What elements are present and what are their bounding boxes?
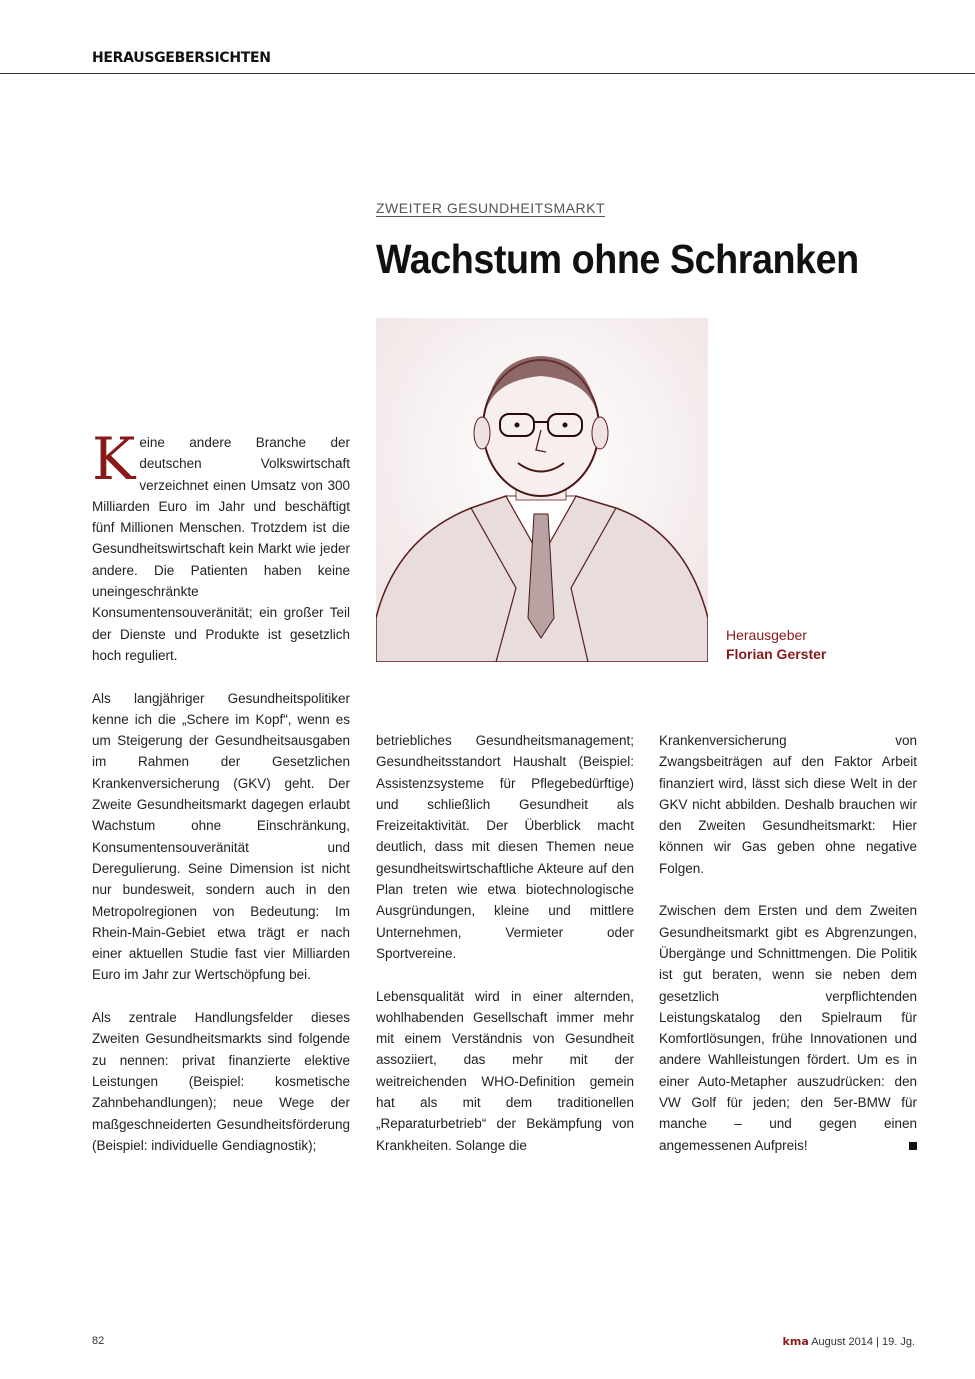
section-label: HERAUSGEBERSICHTEN	[92, 50, 271, 66]
header-divider	[0, 73, 975, 74]
article-column-2	[376, 730, 634, 1177]
article-column-1	[92, 425, 350, 1177]
paragraph: Krankenversicherung von Zwangsbeiträgen auf den Faktor Arbeit finanziert wird, lässt sich diese Welt in der GKV nicht abbilden. Deshalb brauchen wir den Zweiten Gesundheitsmarkt: Hier können wir Gas geben ohne negative Folgen.	[659, 733, 917, 876]
paragraph-text: eine andere Branche der deutschen Volkswirtschaft verzeichnet einen Umsatz von 300 Milliarden Euro im Jahr und beschäftigt fünf Millionen Menschen. Trotzdem ist die Gesundheitswirtschaft kein Markt wie jeder andere. Die Patienten haben keine uneingeschränkte Konsumentensouveränität; ein großer Teil der Dienste und Produkte ist gesetzlich hoch reguliert.	[92, 435, 350, 663]
author-portrait	[376, 318, 708, 662]
paragraph	[659, 900, 917, 1156]
end-mark-icon	[909, 1142, 917, 1150]
paragraph-text: Zwischen dem Ersten und dem Zweiten Gesundheitsmarkt gibt es Abgrenzungen, Übergänge und Schnittmengen. Die Politik ist gut beraten, wenn sie neben dem gesetzlich verpflichtenden Leistungskatalog den Spielraum für Komfortlösungen, frühe Innovationen und andere Wahlleistungen fördert. Um es in einer Auto-Metapher auszudrücken: den VW Golf für jeden; den 5er-BMW für manche – und gegen einen angemessenen Aufpreis!	[659, 903, 917, 1153]
issue-date: August 2014	[811, 1336, 873, 1348]
article-kicker: ZWEITER GESUNDHEITSMARKT	[376, 200, 606, 216]
volume-label: 19. Jg.	[881, 1336, 915, 1348]
caption-role: Herausgeber	[726, 627, 807, 643]
article-title: Wachstum ohne Schranken	[376, 236, 859, 282]
paragraph: Lebensqualität wird in einer alternden, wohlhabenden Gesellschaft immer mehr mit einem Verständnis von Gesundheit assoziiert, das mehr mit der weitreichenden WHO-Definition gemein hat als mit dem traditionellen „Reparaturbetrieb“ der Bekämpfung von Krankheiten. Solange die	[376, 988, 634, 1153]
article-column-3	[659, 730, 917, 1177]
paragraph: betriebliches Gesundheitsmanagement; Gesundheitsstandort Haushalt (Beispiel: Assistenzsysteme für Pflegebedürftige) und schließlich Gesundheit als Freizeitaktivität. Der Überblick macht deutlich, dass mit diesen Themen neue gesundheitswirtschaftliche Akteure auf den Plan treten wie etwa biotechnologische Ausgründungen, kleine und mittlere Unternehmen, Vermieter oder Sportvereine.	[376, 733, 634, 961]
page-number: 82	[92, 1335, 105, 1347]
paragraph: Als zentrale Handlungsfelder dieses Zweiten Gesundheitsmarkts sind folgende zu nennen: privat finanzierte elektive Leistungen (Beispiel: kosmetische Zahnbehandlungen); neue Wege der maßgeschneiderten Gesundheitsförderung (Beispiel: individuelle Gendiagnostik);	[92, 1010, 350, 1153]
caption-name: Florian Gerster	[726, 646, 827, 662]
drop-cap: K	[92, 425, 136, 493]
footer-separator: |	[876, 1336, 879, 1348]
brand-logo: kma	[782, 1335, 809, 1348]
footer-issue-info	[783, 1335, 915, 1348]
paragraph	[92, 425, 350, 666]
photo-caption	[726, 626, 826, 664]
paragraph: Als langjähriger Gesundheitspolitiker kenne ich die „Schere im Kopf“, wenn es um Steigerung der Gesundheitsausgaben im Rahmen der Gesetzlichen Krankenversicherung (GKV) geht. Der Zweite Gesundheitsmarkt dagegen erlaubt Wachstum ohne Einschränkung, Konsumentensouveränität und Deregulierung. Seine Dimension ist nicht nur bundesweit, sondern auch in den Metropolregionen von Bedeutung: Im Rhein-Main-Gebiet etwa trägt er nach einer aktuellen Studie fast vier Milliarden Euro im Jahr zur Wertschöpfung bei.	[92, 690, 350, 983]
